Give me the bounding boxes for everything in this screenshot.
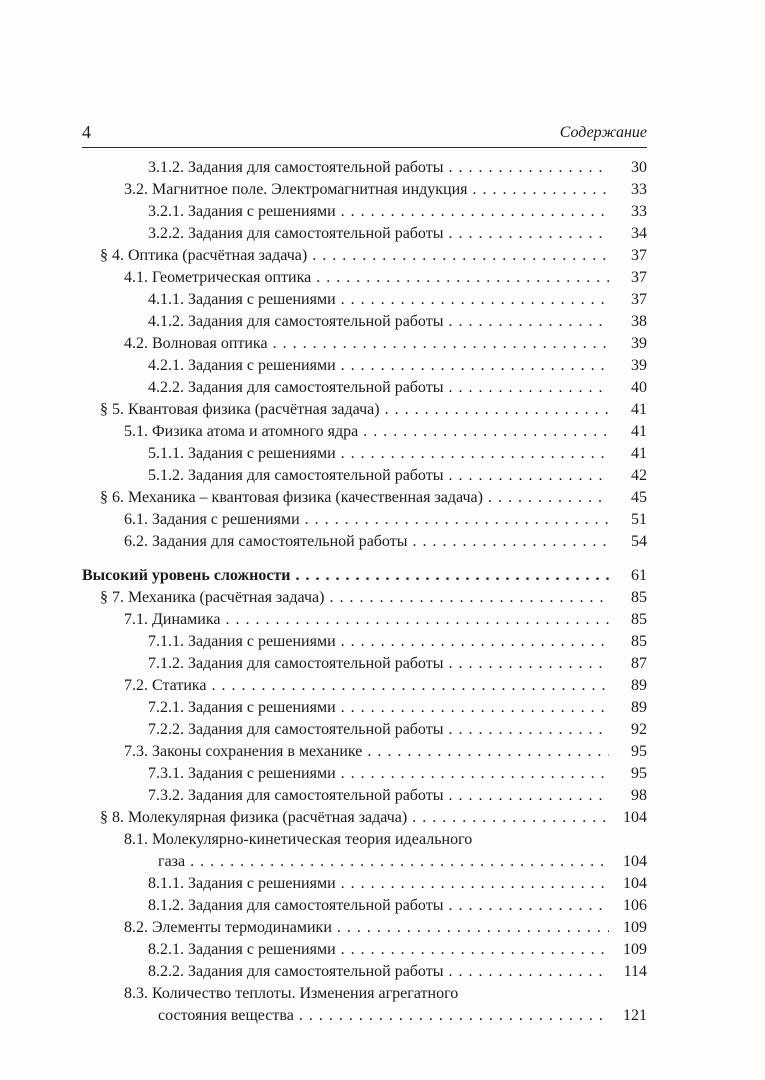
toc-entry[interactable] (82, 565, 647, 587)
toc-entry[interactable] (82, 245, 647, 267)
toc-entry-label: 7.1.2. Задания для самостоятельной работы . . . (148, 653, 609, 675)
toc-entry[interactable] (82, 157, 647, 179)
toc-entry-label: 6.2. Задания для самостоятельной работы . . . (124, 531, 609, 553)
toc-entry-page: 109 (623, 941, 647, 958)
toc-entry-page: 95 (631, 743, 647, 760)
toc-entry-label: 8.3. Количество теплоты. Изменения агрегатного (124, 985, 459, 1002)
toc-entry-page: 106 (623, 897, 647, 914)
toc-entry[interactable] (82, 763, 647, 785)
toc-entry[interactable] (82, 355, 647, 377)
toc-entry-label: 4.1.1. Задания с решениями . . . (148, 289, 609, 311)
toc-entry-page: 87 (631, 655, 647, 672)
toc-entry[interactable] (82, 961, 647, 983)
toc-entry-page: 40 (631, 379, 647, 396)
toc-entry-page: 95 (631, 765, 647, 782)
toc-entry-page: 98 (631, 787, 647, 804)
toc-entry-label: 8.2. Элементы термодинамики . . . (124, 917, 609, 939)
toc-entry-page: 30 (631, 159, 647, 176)
toc-entry-page: 33 (631, 203, 647, 220)
toc-entry[interactable] (82, 785, 647, 807)
toc-entry-page: 85 (631, 611, 647, 628)
toc-entry[interactable] (82, 741, 647, 763)
toc-entry-label: 7.1. Динамика . . . (124, 609, 609, 631)
toc-entry[interactable] (82, 179, 647, 201)
toc-entry-label: 5.1.1. Задания с решениями . . . (148, 443, 609, 465)
toc-entry[interactable] (82, 851, 647, 873)
toc-entry-label: 3.2.1. Задания с решениями . . . (148, 201, 609, 223)
toc-entry[interactable] (82, 829, 647, 851)
toc-entry-label: 8.2.1. Задания с решениями . . . (148, 939, 609, 961)
header-rule (82, 147, 647, 148)
toc-entry[interactable] (82, 609, 647, 631)
toc-entry-page: 61 (631, 567, 647, 584)
toc-entry-label: 7.3.1. Задания с решениями . . . (148, 763, 609, 785)
toc-entry-label: 8.1.1. Задания с решениями . . . (148, 873, 609, 895)
toc-entry[interactable] (82, 719, 647, 741)
toc-entry[interactable] (82, 807, 647, 829)
toc-entry[interactable] (82, 267, 647, 289)
toc-entry[interactable] (82, 509, 647, 531)
toc-entry[interactable] (82, 697, 647, 719)
toc-entry-label: § 7. Механика (расчётная задача) . . . (100, 587, 609, 609)
toc-entry[interactable] (82, 1005, 647, 1027)
toc-entry-page: 85 (631, 589, 647, 606)
toc-entry-page: 38 (631, 313, 647, 330)
toc-entry-label: 3.2. Магнитное поле. Электромагнитная индукция . . . (124, 179, 609, 201)
toc-entry[interactable] (82, 399, 647, 421)
toc-entry[interactable] (82, 983, 647, 1005)
toc-entry-page: 41 (631, 401, 647, 418)
toc-entry[interactable] (82, 895, 647, 917)
toc-entry-page: 104 (623, 875, 647, 892)
toc-entry[interactable] (82, 653, 647, 675)
toc-entry-label: 7.2. Статика . . . (124, 675, 609, 697)
toc-entry-label: 7.1.1. Задания с решениями . . . (148, 631, 609, 653)
toc-entry-page: 37 (631, 269, 647, 286)
toc-entry-label: § 8. Молекулярная физика (расчётная задача) . . . (100, 807, 609, 829)
toc-entry-page: 109 (623, 919, 647, 936)
toc-entry-label: 8.1. Молекулярно-кинетическая теория идеального (124, 831, 473, 848)
page-header (82, 122, 647, 146)
running-title: Содержание (559, 124, 647, 141)
toc-entry-page: 42 (631, 467, 647, 484)
toc-entry-label: § 6. Механика – квантовая физика (качественная задача) . . . (100, 487, 609, 509)
toc-entry-label: 5.1. Физика атома и атомного ядра . . . (124, 421, 609, 443)
toc-entry-page: 37 (631, 291, 647, 308)
toc-entry-page: 89 (631, 677, 647, 694)
toc-entry-page: 45 (631, 489, 647, 506)
toc-entry-label: 4.1. Геометрическая оптика . . . (124, 267, 609, 289)
toc-entry-page: 37 (631, 247, 647, 264)
section-gap (82, 553, 647, 565)
toc-entry[interactable] (82, 465, 647, 487)
toc-entry-page: 85 (631, 633, 647, 650)
toc-entry[interactable] (82, 531, 647, 553)
toc-entry-label: § 5. Квантовая физика (расчётная задача) . . . (100, 399, 609, 421)
toc-entry[interactable] (82, 939, 647, 961)
toc-entry[interactable] (82, 311, 647, 333)
toc-entry-label: 7.3. Законы сохранения в механике . . . (124, 741, 609, 763)
toc-entry[interactable] (82, 631, 647, 653)
toc-entry-page: 41 (631, 423, 647, 440)
toc-entry-label: 7.2.1. Задания с решениями . . . (148, 697, 609, 719)
toc-entry-page: 54 (631, 533, 647, 550)
toc-entry-label: 4.2.1. Задания с решениями . . . (148, 355, 609, 377)
toc-entry-page: 33 (631, 181, 647, 198)
toc-entry-label: 4.2.2. Задания для самостоятельной работы . . . (148, 377, 609, 399)
toc-entry-label: 3.1.2. Задания для самостоятельной работы . . . (148, 157, 609, 179)
toc-entry-label: 7.3.2. Задания для самостоятельной работы . . . (148, 785, 609, 807)
toc-entry[interactable] (82, 333, 647, 355)
toc-entry-label: § 4. Оптика (расчётная задача) . . . (100, 245, 609, 267)
toc-entry[interactable] (82, 873, 647, 895)
toc-entry-label: 8.2.2. Задания для самостоятельной работы . . . (148, 961, 609, 983)
toc-entry-page: 104 (623, 853, 647, 870)
toc-entry[interactable] (82, 201, 647, 223)
toc-entry-page: 114 (623, 963, 647, 980)
toc-entry-label: 6.1. Задания с решениями . . . (124, 509, 609, 531)
toc-entry-label: 5.1.2. Задания для самостоятельной работы . . . (148, 465, 609, 487)
toc-entry-label: 4.1.2. Задания для самостоятельной работы . . . (148, 311, 609, 333)
toc-entry[interactable] (82, 377, 647, 399)
toc-entry[interactable] (82, 443, 647, 465)
toc-entry-page: 41 (631, 445, 647, 462)
toc-entry[interactable] (82, 487, 647, 509)
toc-entry-label: газа . . . (158, 851, 609, 873)
toc-entry-label: 8.1.2. Задания для самостоятельной работы . . . (148, 895, 609, 917)
toc-entry-page: 39 (631, 357, 647, 374)
toc-entry[interactable] (82, 421, 647, 443)
toc-entry[interactable] (82, 587, 647, 609)
toc-entry-page: 121 (623, 1007, 647, 1024)
toc-entry-page: 39 (631, 335, 647, 352)
table-of-contents (82, 157, 647, 1027)
toc-entry-page: 104 (623, 809, 647, 826)
toc-entry-label: состояния вещества . . . (158, 1005, 609, 1027)
toc-entry-page: 89 (631, 699, 647, 716)
toc-entry[interactable] (82, 675, 647, 697)
toc-entry[interactable] (82, 289, 647, 311)
page-number: 4 (82, 122, 91, 142)
toc-entry-label: Высокий уровень сложности . . . (82, 565, 609, 587)
toc-entry-page: 92 (631, 721, 647, 738)
toc-entry-label: 3.2.2. Задания для самостоятельной работы . . . (148, 223, 609, 245)
toc-entry-label: 4.2. Волновая оптика . . . (124, 333, 609, 355)
toc-entry[interactable] (82, 917, 647, 939)
toc-entry-page: 51 (631, 511, 647, 528)
toc-entry[interactable] (82, 223, 647, 245)
toc-entry-page: 34 (631, 225, 647, 242)
toc-entry-label: 7.2.2. Задания для самостоятельной работы . . . (148, 719, 609, 741)
